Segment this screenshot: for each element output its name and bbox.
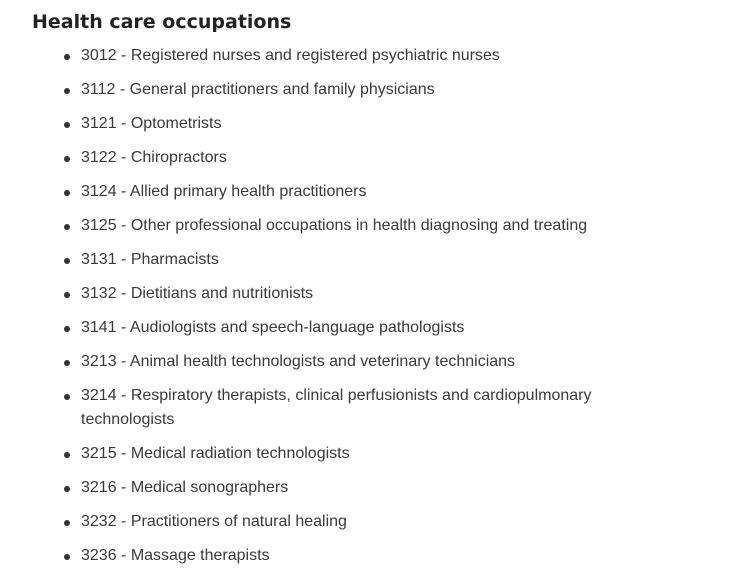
list-item — [58, 384, 658, 432]
list-item-text: 3232 - Practitioners of natural healing — [81, 513, 347, 530]
list-item — [58, 180, 658, 204]
list-item-text: 3112 - General practitioners and family physicians — [81, 81, 435, 98]
bullet-icon — [64, 486, 70, 492]
list-item-text: 3122 - Chiropractors — [81, 149, 227, 166]
list-item-text: 3132 - Dietitians and nutritionists — [81, 285, 314, 302]
list-item — [58, 544, 658, 568]
list-item — [58, 78, 658, 102]
bullet-icon — [64, 452, 70, 458]
list-item — [58, 316, 658, 340]
list-item-text: 3012 - Registered nurses and registered psychiatric nurses — [81, 47, 500, 64]
list-item-text: 3131 - Pharmacists — [81, 251, 219, 268]
bullet-icon — [64, 88, 70, 94]
list-item-text: 3121 - Optometrists — [81, 115, 222, 132]
bullet-icon — [64, 224, 70, 230]
bullet-icon — [64, 54, 70, 60]
list-item — [58, 476, 658, 500]
bullet-icon — [64, 190, 70, 196]
list-item-text: 3124 - Allied primary health practitioners — [81, 183, 367, 200]
list-item-text: 3213 - Animal health technologists and veterinary technicians — [81, 353, 516, 370]
list-item — [58, 112, 658, 136]
list-item — [58, 214, 658, 238]
bullet-icon — [64, 554, 70, 560]
list-item — [58, 350, 658, 374]
list-item — [58, 282, 658, 306]
section-title: Health care occupations — [32, 11, 292, 33]
list-item-text: 3214 - Respiratory therapists, clinical perfusionists and cardiopulmonary technologists — [81, 387, 592, 428]
bullet-icon — [64, 326, 70, 332]
list-item — [58, 44, 658, 68]
list-item — [58, 146, 658, 170]
list-item-text: 3236 - Massage therapists — [81, 547, 270, 564]
bullet-icon — [64, 122, 70, 128]
list-item-text: 3216 - Medical sonographers — [81, 479, 289, 496]
bullet-icon — [64, 156, 70, 162]
list-item — [58, 248, 658, 272]
bullet-icon — [64, 520, 70, 526]
list-item — [58, 442, 658, 466]
bullet-icon — [64, 258, 70, 264]
bullet-icon — [64, 360, 70, 366]
list-item-text: 3125 - Other professional occupations in health diagnosing and treating — [81, 217, 588, 234]
list-item-text: 3215 - Medical radiation technologists — [81, 445, 350, 462]
list-item — [58, 510, 658, 534]
list-item-text: 3141 - Audiologists and speech-language pathologists — [81, 319, 465, 336]
bullet-icon — [64, 292, 70, 298]
occupation-list — [58, 44, 658, 578]
bullet-icon — [64, 394, 70, 400]
